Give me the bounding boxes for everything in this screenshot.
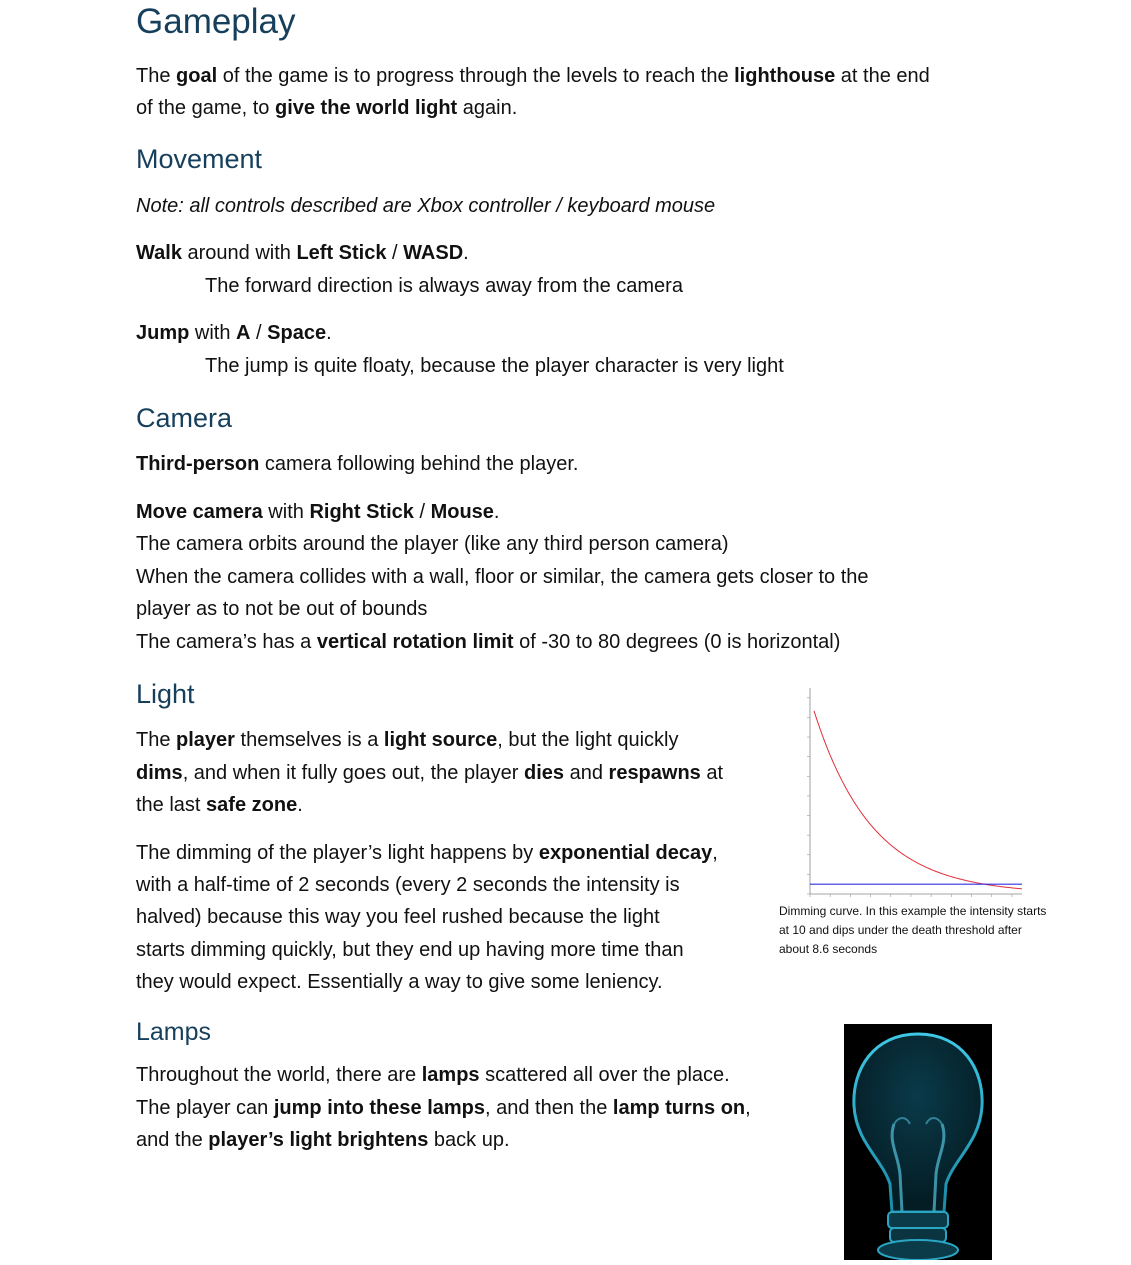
heading-lamps: Lamps [136, 1018, 212, 1046]
heading-camera: Camera [136, 403, 233, 433]
dimming-line-5: they would expect. Essentially a way to give some leniency. [136, 971, 663, 993]
dimming-line-2: with a half-time of 2 seconds (every 2 seconds the intensity is [136, 874, 680, 896]
jump-control: Jump with A / Space. [136, 322, 332, 344]
third-person-line: Third-person camera following behind the player. [136, 453, 579, 475]
page-title: Gameplay [136, 2, 296, 41]
dimming-curve-chart [800, 686, 1025, 900]
lamps-line-1: Throughout the world, there are lamps scattered all over the place. [136, 1064, 730, 1086]
dimming-line-1: The dimming of the player’s light happens by exponential decay, [136, 842, 718, 864]
heading-movement: Movement [136, 144, 263, 174]
series-line-decay [814, 711, 1022, 889]
dimming-line-3: halved) because this way you feel rushed because the light [136, 906, 660, 928]
move-camera-line: Move camera with Right Stick / Mouse. [136, 501, 500, 523]
intro-paragraph-line-1: The goal of the game is to progress through the levels to reach the lighthouse at the end [136, 65, 930, 87]
camera-collide-line-2: player as to not be out of bounds [136, 598, 428, 620]
walk-detail: The forward direction is always away from the camera [205, 275, 683, 297]
heading-light: Light [136, 679, 195, 709]
light-line-1: The player themselves is a light source, but the light quickly [136, 729, 679, 751]
camera-collide-line-1: When the camera collides with a wall, floor or similar, the camera gets closer to the [136, 566, 869, 588]
jump-detail: The jump is quite floaty, because the player character is very light [205, 355, 784, 377]
caption-line-3: about 8.6 seconds [779, 942, 878, 956]
intro-paragraph-line-2: of the game, to give the world light again. [136, 97, 518, 119]
caption-line-2: at 10 and dips under the death threshold after [779, 923, 1022, 937]
caption-line-1: Dimming curve. In this example the intensity starts [779, 904, 1047, 918]
chart-caption [779, 902, 1079, 959]
dimming-line-4: starts dimming quickly, but they end up having more time than [136, 939, 684, 961]
camera-orbit-line: The camera orbits around the player (like any third person camera) [136, 533, 729, 555]
lamps-line-2: The player can jump into these lamps, and then the lamp turns on, [136, 1097, 751, 1119]
light-bulb-icon [844, 1024, 992, 1260]
light-line-2: dims, and when it fully goes out, the player dies and respawns at [136, 762, 724, 784]
walk-control: Walk around with Left Stick / WASD. [136, 242, 469, 264]
camera-limit-line: The camera’s has a vertical rotation limit of -30 to 80 degrees (0 is horizontal) [136, 631, 841, 653]
lamp-bulb-image [844, 1024, 992, 1260]
controls-note: Note: all controls described are Xbox controller / keyboard mouse [136, 195, 716, 217]
light-line-3: the last safe zone. [136, 794, 303, 816]
lamps-line-3: and the player’s light brightens back up. [136, 1129, 510, 1151]
